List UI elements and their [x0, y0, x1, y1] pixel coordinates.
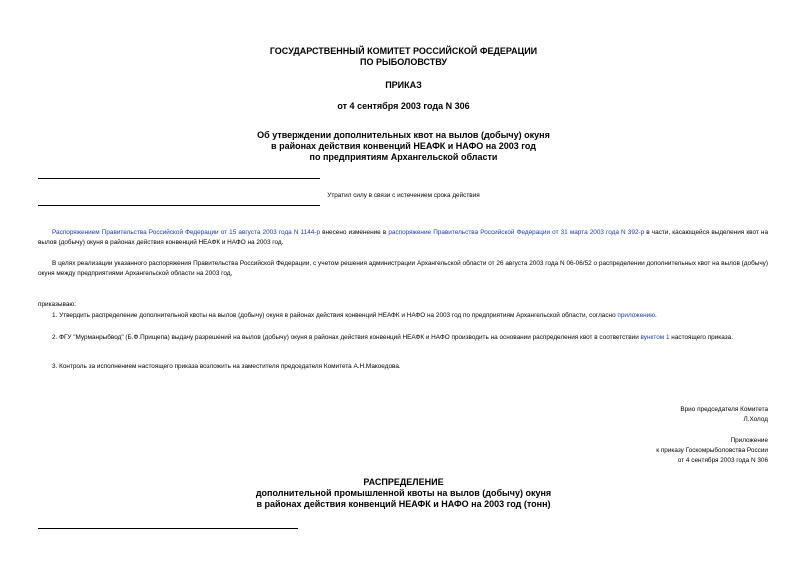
preamble-text-1: внесено изменение в	[320, 229, 389, 236]
order-intro: приказываю:	[38, 301, 76, 308]
appendix-reference	[656, 436, 768, 466]
order-item-3	[38, 362, 768, 372]
document-header	[0, 46, 807, 68]
appendix-title-line1: РАСПРЕДЕЛЕНИЕ	[363, 477, 444, 487]
link-government-order-1144[interactable]: Распоряжением Правительства Российской Федерации от 15 августа 2003 года N 1144-р	[52, 229, 320, 236]
appendix-ref-line2: к приказу Госкомрыболовства России	[656, 447, 768, 454]
signature-position: Врио председателя Комитета	[680, 406, 768, 413]
link-appendix[interactable]: приложению	[617, 312, 656, 319]
link-government-order-392[interactable]: распоряжение Правительства Российской Федерации от 31 марта 2003 года N 392-р	[388, 229, 645, 236]
preamble-paragraph-1	[38, 228, 768, 248]
appendix-ref-line1: Приложение	[730, 437, 768, 444]
doc-title-line1: Об утверждении дополнительных квот на вылов (добычу) окуня	[257, 130, 550, 140]
doc-date-number: от 4 сентября 2003 года N 306	[337, 101, 470, 111]
doc-title	[0, 130, 807, 163]
org-name-line2: ПО РЫБОЛОВСТВУ	[359, 57, 448, 67]
appendix-ref-line3: от 4 сентября 2003 года N 306	[677, 457, 768, 464]
order-item-1	[38, 311, 768, 321]
order-item-3-text: 3. Контроль за исполнением настоящего приказа возложить на заместителя председателя Комитета А.Н.Макоедова.	[52, 363, 401, 370]
divider-bottom	[38, 205, 320, 206]
divider-top	[38, 178, 320, 179]
appendix-title	[0, 477, 807, 510]
link-item-1[interactable]: вунктом 1	[640, 334, 670, 341]
preamble-paragraph-2	[38, 259, 768, 279]
appendix-title-line2: дополнительной промышленной квоты на вылов (добычу) окуня	[255, 488, 552, 498]
order-item-2	[38, 333, 768, 343]
org-name-line1: ГОСУДАРСТВЕННЫЙ КОМИТЕТ РОССИЙСКОЙ ФЕДЕРАЦИИ	[269, 46, 538, 56]
order-item-1-end: .	[655, 312, 657, 319]
order-item-2-end: настоящего приказа.	[669, 334, 733, 341]
doc-title-line3: по предприятиям Архангельской области	[309, 152, 498, 162]
divider-appendix	[38, 528, 298, 529]
status-note: Утратил силу в связи с истечением срока действия	[327, 192, 480, 199]
order-item-2-text: 2. ФГУ "Мурманрыбвод" (Б.Ф.Прищепа) выдачу разрешений на вылов (добычу) окуня в районах действия конвенций НЕАФК и НАФО производить на основании распределения квот в соответствии	[52, 334, 641, 341]
doc-title-line2: в районах действия конвенций НЕАФК и НАФО на 2003 год	[271, 141, 536, 151]
signature-name: Л.Холод	[743, 416, 768, 423]
appendix-title-line3: в районах действия конвенций НЕАФК и НАФО на 2003 год (тонн)	[256, 499, 551, 509]
doc-type: ПРИКАЗ	[385, 80, 422, 90]
preamble-text-3: В целях реализации указанного распоряжения Правительства Российской Федерации, с учетом решения администрации Архангельской области от 26 августа 2003 года N 06-06/52 о распределении дополнительных квот на вылов (добычу) окуня между предприятиями Архангельской области на 2003 год,	[38, 260, 768, 277]
signature-block	[680, 405, 768, 425]
preamble-text-2: в части, касающейся выделения квот на вылов (добычу) окуня в районах действия конвенций НЕАФК и НАФО на 2003 год.	[38, 229, 769, 246]
order-item-1-text: 1. Утвердить распределение дополнительной квоты на вылов (добычу) окуня в районах действия конвенций НЕАФК и НАФО на 2003 год по предприятиям Архангельской области, согласно	[52, 312, 618, 319]
